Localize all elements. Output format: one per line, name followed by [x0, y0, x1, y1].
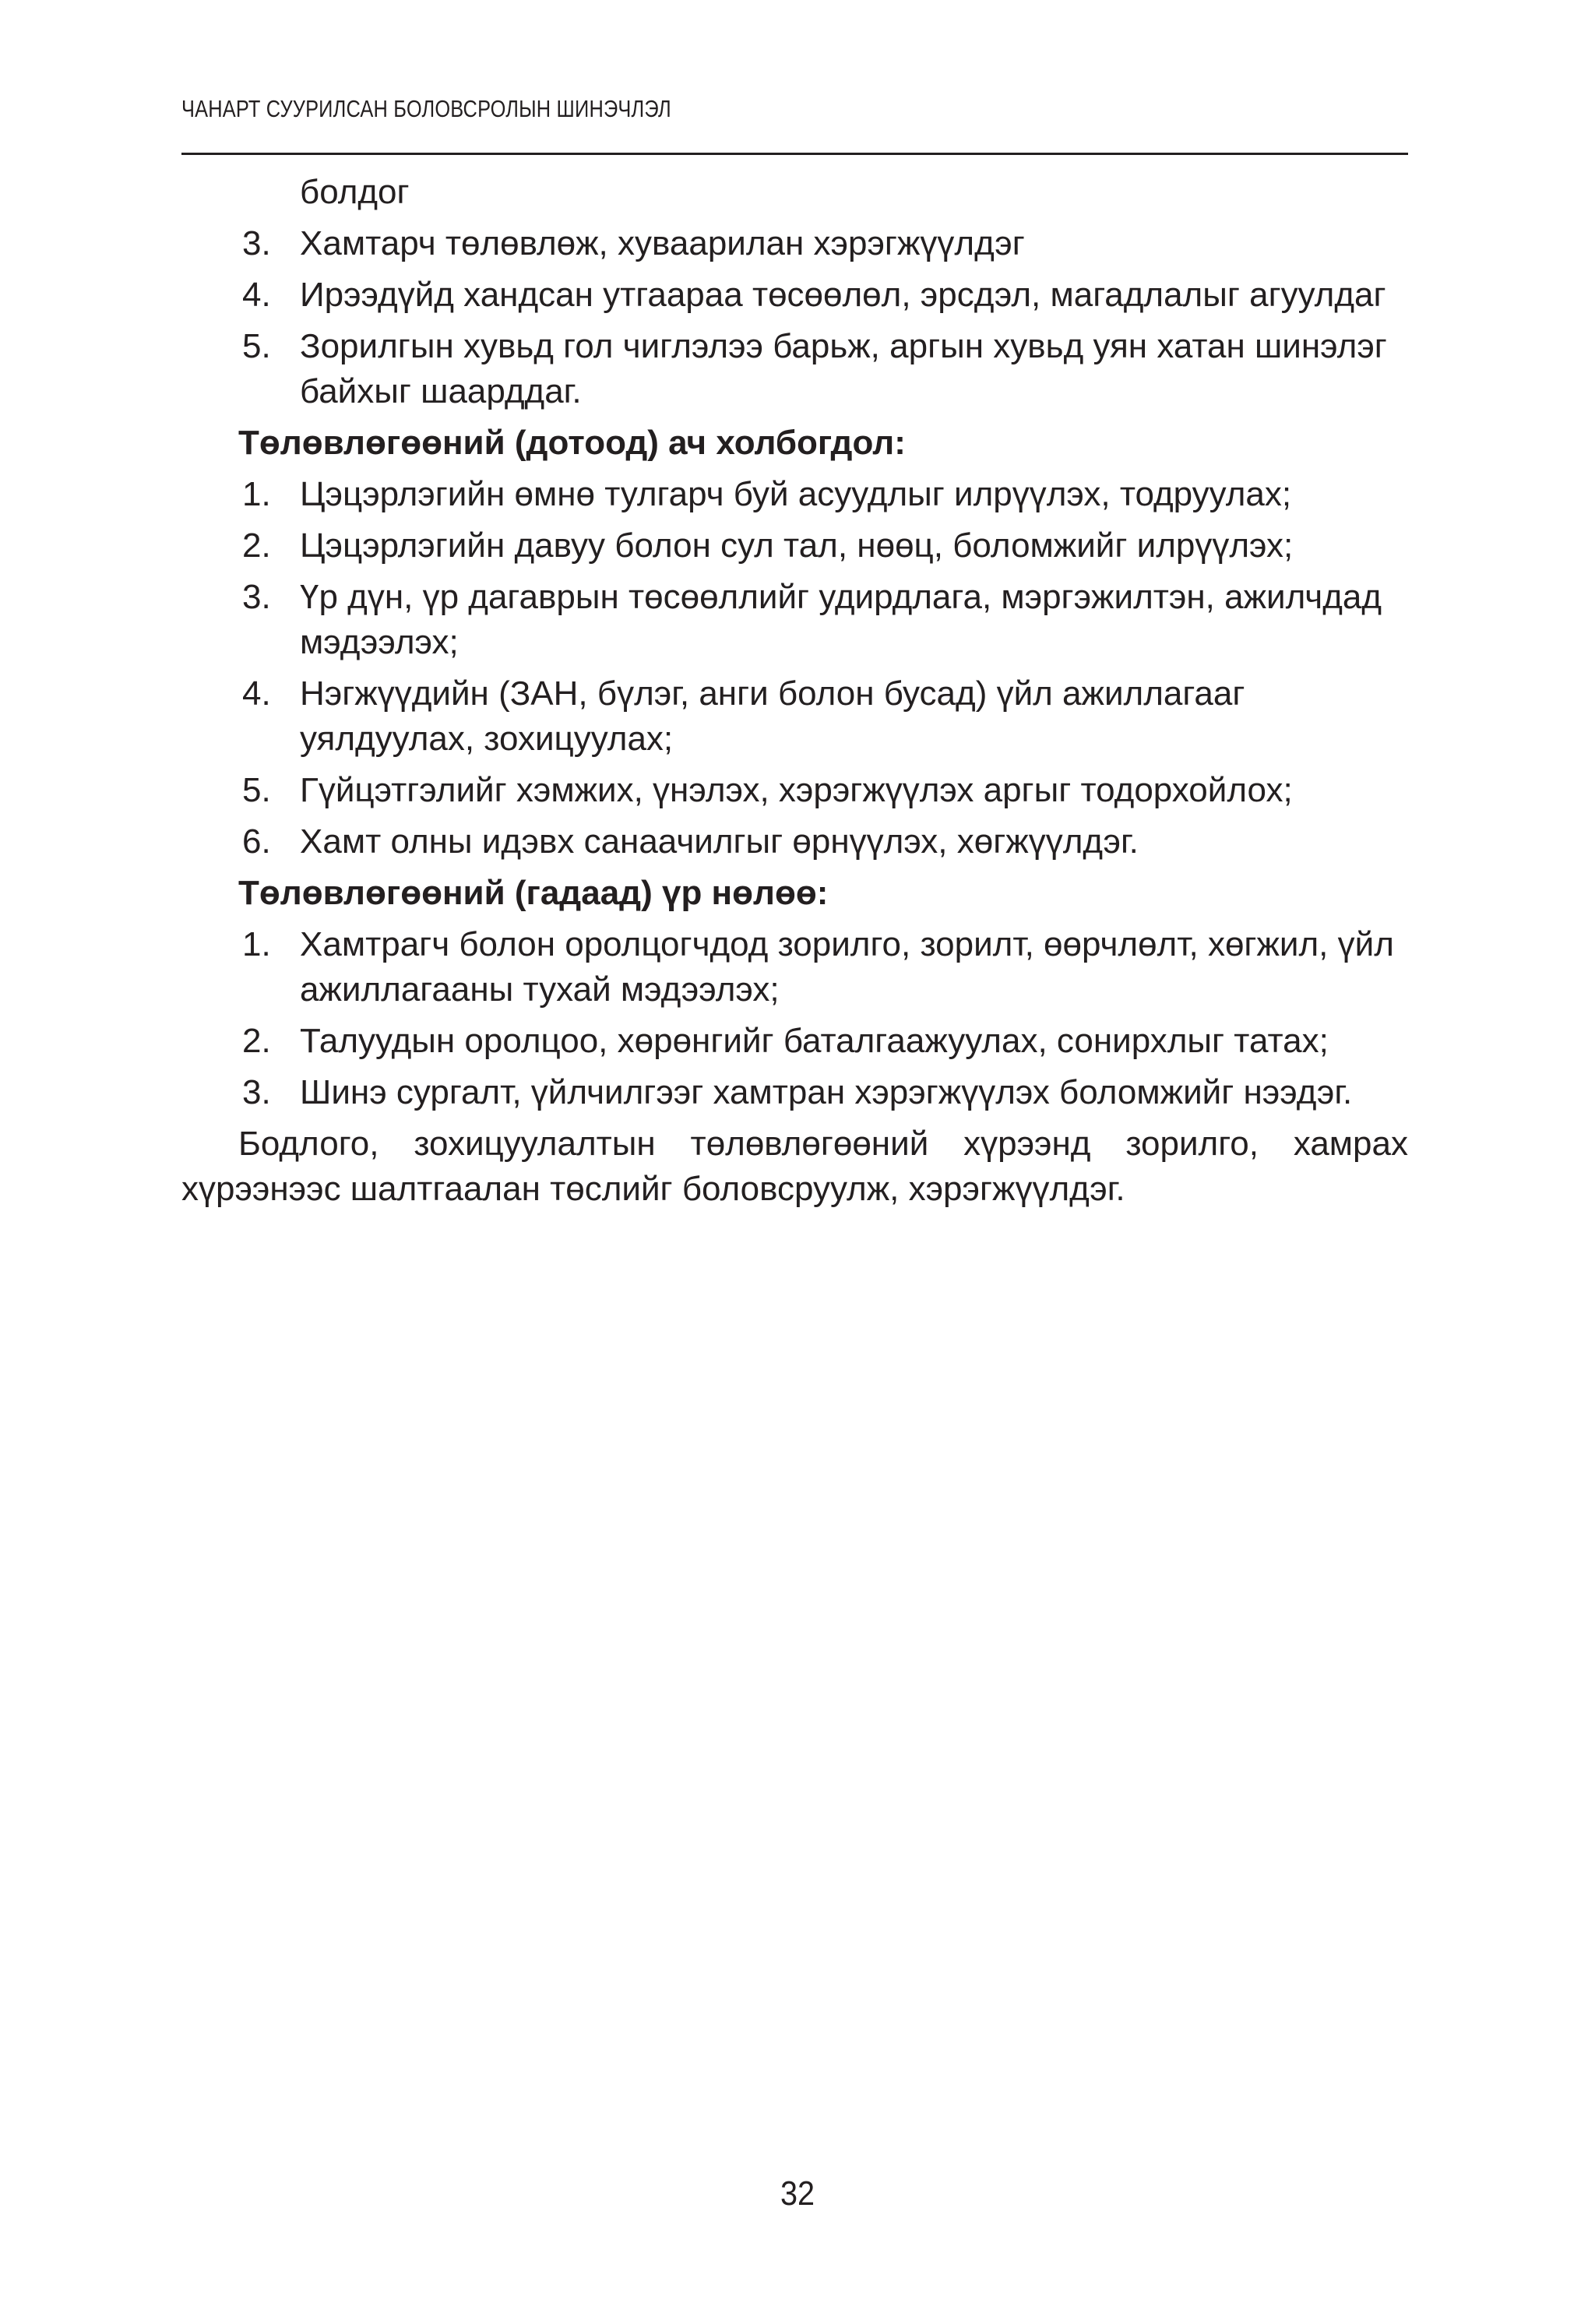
list-item-text: Хамт олны идэвх санаачилгыг өрнүүлэх, хөгжүүлдэг.: [300, 822, 1139, 861]
list-item-text: Хамтарч төлөвлөж, хуваарилан хэрэгжүүлдэг: [300, 224, 1025, 262]
list-internal-importance: [181, 472, 1408, 864]
list-item-number: 2.: [242, 526, 271, 565]
list-item-number: 1.: [242, 925, 271, 963]
list-item-text: Нэгжүүдийн (ЗАН, бүлэг, анги болон бусад) үйл ажиллагааг уялдуулах, зохицуулах;: [300, 674, 1245, 758]
running-header: ЧАНАРТ СУУРИЛСАН БОЛОВСРОЛЫН ШИНЭЧЛЭЛ: [181, 95, 671, 122]
list-item: [181, 523, 1408, 569]
list-item: [181, 324, 1408, 414]
list-item-text: Цэцэрлэгийн өмнө тулгарч буй асуудлыг илрүүлэх, тодруулах;: [300, 475, 1292, 513]
list-item-text: Ирээдүйд хандсан утгаараа төсөөлөл, эрсдэл, магадлалыг агуулдаг: [300, 276, 1386, 314]
section-heading-internal: Төлөвлөгөөний (дотоод) ач холбогдол:: [238, 424, 906, 462]
closing-paragraph: Бодлого, зохицуулалтын төлөвлөгөөний хүрээнд зорилго, хамрах хүрээнээс шалтгаалан төслийг боловсруулж, хэрэгжүүлдэг.: [181, 1125, 1408, 1208]
list-item: [181, 671, 1408, 762]
list-item-number: 5.: [242, 771, 271, 809]
list-item-text: Зорилгын хувьд гол чиглэлээ барьж, аргын хувьд уян хатан шинэлэг байхыг шаарддаг.: [300, 327, 1387, 410]
list-item-text: Шинэ сургалт, үйлчилгээг хамтран хэрэгжүүлэх боломжийг нээдэг.: [300, 1073, 1353, 1111]
list-item-text: Хамтрагч болон оролцогчдод зорилго, зорилт, өөрчлөлт, хөгжил, үйл ажиллагааны тухай мэдээлэх;: [300, 925, 1394, 1009]
list-external-impact: [181, 922, 1408, 1115]
list-item-number: 3.: [242, 1073, 271, 1111]
list-item: [181, 768, 1408, 813]
list-item: [181, 922, 1408, 1012]
list-characteristics: [181, 221, 1408, 414]
list-item-text: Цэцэрлэгийн давуу болон сул тал, нөөц, боломжийг илрүүлэх;: [300, 526, 1294, 565]
list-item-number: 4.: [242, 674, 271, 713]
list-item: [181, 472, 1408, 517]
list-item-number: 6.: [242, 822, 271, 861]
list-item-number: 5.: [242, 327, 271, 365]
continued-list-item-text: болдог: [300, 173, 410, 211]
list-item-number: 4.: [242, 276, 271, 314]
list-item-number: 3.: [242, 224, 271, 262]
list-item-text: Үр дүн, үр дагаврын төсөөллийг удирдлага, мэргэжилтэн, ажилчдад мэдээлэх;: [300, 578, 1382, 661]
list-item-number: 3.: [242, 578, 271, 616]
page-body: [181, 170, 1408, 1246]
list-item: [181, 819, 1408, 864]
list-item: [181, 221, 1408, 266]
list-item-number: 2.: [242, 1022, 271, 1060]
list-item: [181, 1019, 1408, 1064]
section-heading-external: Төлөвлөгөөний (гадаад) үр нөлөө:: [238, 874, 829, 912]
list-item-text: Гүйцэтгэлийг хэмжих, үнэлэх, хэрэгжүүлэх аргыг тодорхойлох;: [300, 771, 1293, 809]
list-item: [181, 575, 1408, 665]
list-item: [181, 1070, 1408, 1115]
list-item-number: 1.: [242, 475, 271, 513]
list-item: [181, 273, 1408, 318]
page-number: 32: [780, 2174, 815, 2213]
header-rule: [181, 153, 1408, 155]
list-item-text: Талуудын оролцоо, хөрөнгийг баталгаажуулах, сонирхлыг татах;: [300, 1022, 1329, 1060]
